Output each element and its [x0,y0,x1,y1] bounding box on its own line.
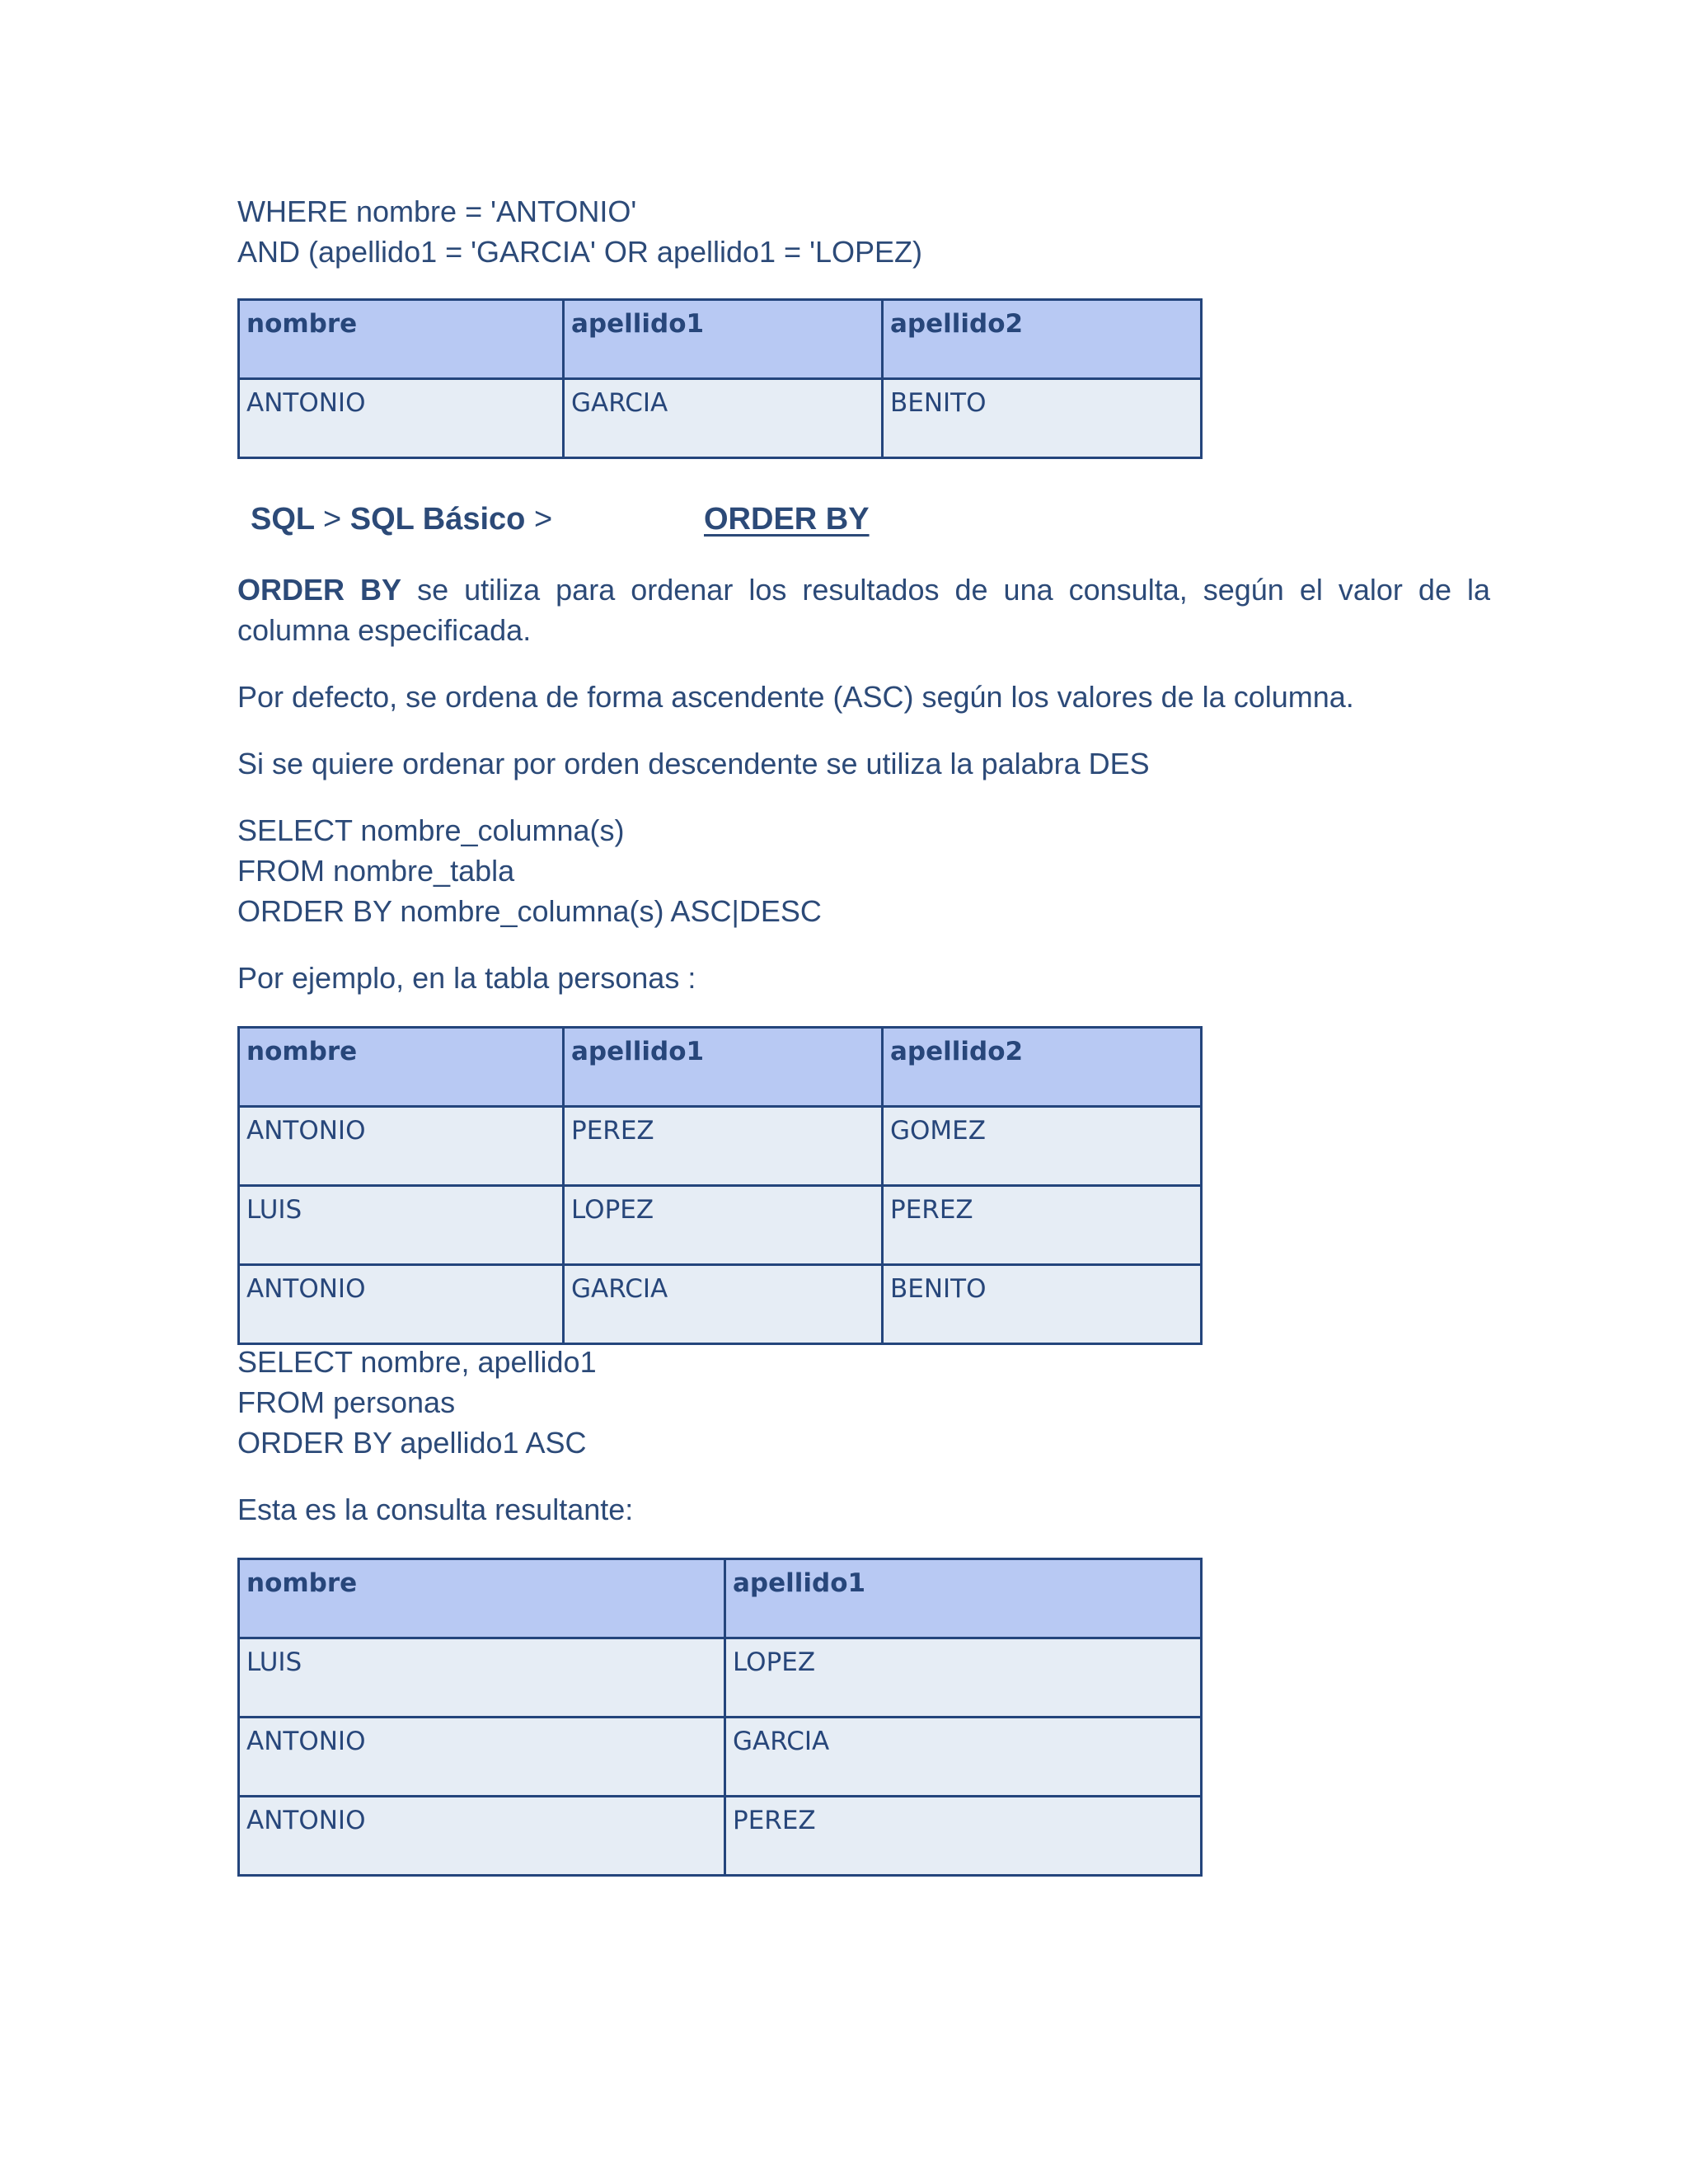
table-cell: GARCIA [725,1718,1202,1797]
column-header: apellido2 [883,300,1202,379]
table-row [239,1186,1202,1265]
intro-paragraph [237,569,1490,650]
personas-table [237,1026,1203,1345]
result-table-where [237,298,1203,459]
table-cell: BENITO [883,379,1202,458]
column-header: apellido2 [883,1028,1202,1107]
query-line: ORDER BY apellido1 ASC [237,1426,587,1460]
table-cell: GARCIA [564,379,883,458]
breadcrumb-item-sql-basico[interactable]: SQL Básico [349,502,526,537]
query-line: FROM personas [237,1385,456,1419]
table-cell: PEREZ [564,1107,883,1186]
table-header-row [239,1028,1202,1107]
breadcrumb-separator: > [533,502,553,537]
table-cell: ANTONIO [239,1718,725,1797]
table-header-row [239,300,1202,379]
query-line: AND (apellido1 = 'GARCIA' OR apellido1 = 'LOPEZ) [237,235,922,269]
column-header: nombre [239,1559,725,1638]
column-header: apellido1 [564,1028,883,1107]
result-intro: Esta es la consulta resultante: [237,1493,634,1526]
table-cell: GOMEZ [883,1107,1202,1186]
syntax-line: FROM nombre_tabla [237,854,515,888]
breadcrumb-current-order-by[interactable]: ORDER BY [704,502,870,537]
breadcrumb [237,502,1490,551]
default-order-paragraph: Por defecto, se ordena de forma ascendente (ASC) según los valores de la columna. [237,680,1354,714]
table-cell: ANTONIO [239,1107,564,1186]
table-cell: ANTONIO [239,1797,725,1876]
column-header: nombre [239,300,564,379]
table-header-row [239,1559,1202,1638]
syntax-line: SELECT nombre_columna(s) [237,813,625,847]
breadcrumb-separator: > [323,502,342,537]
table-row [239,1638,1202,1718]
table-cell: ANTONIO [239,379,564,458]
column-header: nombre [239,1028,564,1107]
table-cell: PEREZ [883,1186,1202,1265]
example-intro: Por ejemplo, en la tabla personas : [237,961,696,995]
table-cell: LUIS [239,1638,725,1718]
query-line: WHERE nombre = 'ANTONIO' [237,194,637,228]
table-row [239,379,1202,458]
table-row [239,1718,1202,1797]
column-header: apellido1 [725,1559,1202,1638]
ordered-result-table [237,1558,1203,1877]
example-query-block [237,1342,1490,1463]
intro-text: se utiliza para ordenar los resultados de una consulta, según el valor de la columna especificada. [237,573,1490,647]
table-row [239,1107,1202,1186]
table-cell: LUIS [239,1186,564,1265]
column-header: apellido1 [564,300,883,379]
table-cell: GARCIA [564,1265,883,1344]
table-row [239,1797,1202,1876]
breadcrumb-item-sql[interactable]: SQL [251,502,315,537]
query-where-block [237,191,1490,272]
table-row [239,1265,1202,1344]
table-cell: LOPEZ [564,1186,883,1265]
descending-paragraph: Si se quiere ordenar por orden descendente se utiliza la palabra DES [237,747,1150,780]
table-cell: PEREZ [725,1797,1202,1876]
table-cell: BENITO [883,1265,1202,1344]
document-page [237,191,1490,1877]
syntax-block [237,810,1490,931]
syntax-line: ORDER BY nombre_columna(s) ASC|DESC [237,894,822,928]
intro-keyword: ORDER BY [237,573,402,607]
query-line: SELECT nombre, apellido1 [237,1345,597,1379]
table-cell: ANTONIO [239,1265,564,1344]
table-cell: LOPEZ [725,1638,1202,1718]
